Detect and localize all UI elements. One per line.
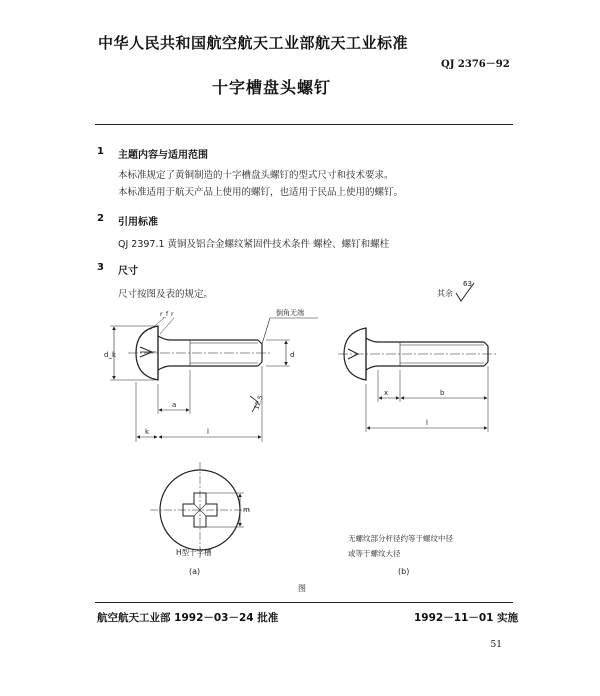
roughness-value: 63 (463, 280, 472, 288)
issuing-organization: 中华人民共和国航空航天工业部航天工业标准 (98, 34, 409, 52)
callout-label: 倒角无端 (276, 309, 304, 317)
dim-d-label-a: d (290, 351, 295, 359)
section-2-title: 引用标准 (118, 217, 158, 228)
section-1-number: 1 (97, 146, 104, 157)
view-b-side (338, 328, 496, 432)
dim-rf-label: r_f (160, 310, 169, 318)
figure-caption: 图 (298, 584, 306, 593)
section-1-line-2: 本标准适用于航天产品上使用的螺钉，也适用于民品上使用的螺钉。 (118, 187, 404, 198)
note-b-line-2: 或等于螺纹大径 (348, 549, 401, 558)
subfigure-a-label: (a) (189, 567, 201, 576)
section-3-line-1: 尺寸按图及表的规定。 (118, 289, 214, 300)
section-2-line-1: QJ 2397.1 黄铜及铝合金螺纹紧固件技术条件 螺栓、螺钉和螺柱 (118, 239, 390, 250)
section-1-title: 主题内容与适用范围 (118, 150, 208, 161)
dim-l-label-b: l (426, 419, 428, 427)
document-title: 十字槽盘头螺钉 (212, 78, 332, 97)
side-roughness-value: 12.5 (252, 394, 265, 411)
recess-label: H型十字槽 (176, 548, 212, 557)
effective-date: 1992－11－01 实施 (414, 612, 519, 624)
recess-top-view (150, 462, 250, 558)
section-3-number: 3 (97, 262, 104, 273)
approval-date: 航空航天工业部 1992－03－24 批准 (97, 612, 279, 624)
dim-x-label: x (384, 389, 389, 397)
section-2-number: 2 (97, 213, 104, 224)
dim-l-label-a: l (207, 428, 209, 436)
subfigure-b-label: (b) (398, 567, 410, 576)
section-3-title: 尺寸 (118, 266, 138, 277)
surface-roughness-symbol (437, 280, 474, 301)
note-b-line-1: 无螺纹部分杆径约等于螺纹中径 (348, 534, 453, 543)
dim-r-label: r (171, 310, 174, 318)
dim-b-label: b (440, 389, 445, 397)
dim-k-label-a: k (145, 428, 150, 436)
view-a-side (110, 318, 318, 442)
footer-rule (95, 602, 513, 603)
roughness-label: 其余 (437, 289, 453, 298)
dim-dk-label: d_k (104, 351, 116, 359)
section-1-line-1: 本标准规定了黄铜制造的十字槽盘头螺钉的型式尺寸和技术要求。 (118, 170, 394, 181)
page-number: 51 (490, 640, 502, 650)
dim-m-label: m (243, 506, 250, 514)
dim-a-label: a (172, 401, 177, 409)
standard-code: QJ 2376－92 (441, 59, 510, 70)
